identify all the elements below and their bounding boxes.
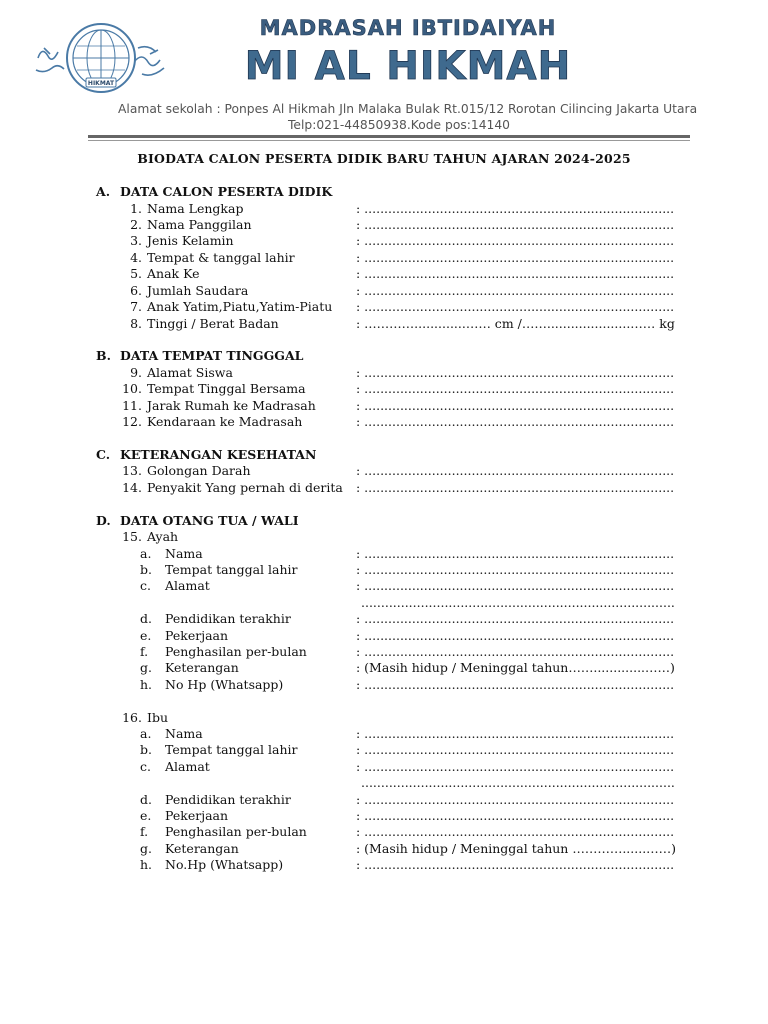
field-blank[interactable]: : .............................................................................. — [356, 562, 675, 577]
field-label: Ayah — [147, 529, 179, 544]
field-blank[interactable]: : (Masih hidup / Meninggal tahun…….............……) — [356, 660, 675, 675]
field-letter: d. — [140, 611, 152, 626]
header-rule-thin — [88, 140, 690, 141]
field-label: Tempat tanggal lahir — [165, 562, 298, 577]
field-label: Nama — [165, 726, 203, 741]
field-blank[interactable]: : .............................................................................. — [356, 677, 675, 692]
field-letter: c. — [140, 759, 151, 774]
field-label: Penghasilan per-bulan — [165, 644, 307, 659]
father-field-row[interactable] — [0, 644, 768, 660]
field-label: Nama Lengkap — [147, 201, 244, 216]
field-row[interactable] — [0, 381, 768, 397]
field-blank[interactable]: : .............................................................................. — [356, 792, 675, 807]
father-field-row[interactable] — [0, 546, 768, 562]
field-row[interactable] — [0, 480, 768, 496]
father-heading — [0, 529, 768, 545]
field-blank[interactable]: : .............................................................................. — [356, 217, 675, 232]
father-address-continuation[interactable] — [0, 595, 768, 611]
field-label: Alamat — [165, 759, 210, 774]
field-number: 14. — [122, 480, 142, 495]
field-label: Anak Ke — [147, 266, 200, 281]
field-label: Keterangan — [165, 660, 239, 675]
school-address: Alamat sekolah : Ponpes Al Hikmah Jln Malaka Bulak Rt.015/12 Rorotan Cilincing Jakarta Utara — [118, 102, 698, 116]
field-number: 10. — [122, 381, 142, 396]
field-blank[interactable]: : (Masih hidup / Meninggal tahun …………......……) — [356, 841, 677, 856]
field-label: Penghasilan per-bulan — [165, 824, 307, 839]
field-blank[interactable]: : ………….............…… cm /…….....................…… kg — [356, 316, 675, 331]
father-field-row[interactable] — [0, 562, 768, 578]
field-label: Kendaraan ke Madrasah — [147, 414, 303, 429]
field-blank[interactable]: : .............................................................................. — [356, 546, 675, 561]
section-number: A. — [96, 184, 111, 199]
field-number: 5. — [130, 266, 142, 281]
field-letter: h. — [140, 677, 153, 692]
section-title: KETERANGAN KESEHATAN — [120, 447, 317, 462]
section-number: B. — [96, 348, 111, 363]
field-letter: f. — [140, 824, 149, 839]
header-rule-thick — [88, 135, 690, 138]
field-letter: d. — [140, 792, 152, 807]
field-blank[interactable]: : .............................................................................. — [356, 414, 675, 429]
field-label: Pendidikan terakhir — [165, 611, 291, 626]
field-label: Jumlah Saudara — [147, 283, 249, 298]
field-number: 12. — [122, 414, 142, 429]
field-label: Keterangan — [165, 841, 239, 856]
field-blank[interactable]: ............................................................................... — [361, 595, 675, 610]
field-blank[interactable]: : .............................................................................. — [356, 759, 675, 774]
field-blank[interactable]: : .............................................................................. — [356, 857, 675, 872]
field-label: Tempat Tinggal Bersama — [147, 381, 306, 396]
mother-field-row[interactable] — [0, 742, 768, 758]
field-row[interactable] — [0, 299, 768, 315]
field-label: No.Hp (Whatsapp) — [165, 857, 284, 872]
field-row[interactable] — [0, 398, 768, 414]
father-field-row[interactable] — [0, 677, 768, 693]
section-a-heading — [0, 184, 768, 200]
field-row[interactable] — [0, 365, 768, 381]
mother-field-row[interactable] — [0, 726, 768, 742]
field-number: 4. — [130, 250, 142, 265]
field-blank[interactable]: ............................................................................... — [361, 775, 675, 790]
field-label: Ibu — [147, 710, 168, 725]
field-label: Alamat Siswa — [147, 365, 233, 380]
section-c-heading — [0, 447, 768, 463]
field-row[interactable] — [0, 316, 768, 332]
field-row[interactable] — [0, 250, 768, 266]
father-field-row[interactable] — [0, 611, 768, 627]
field-label: Pekerjaan — [165, 628, 229, 643]
school-logo-icon — [34, 18, 169, 100]
field-blank[interactable]: : .............................................................................. — [356, 480, 675, 495]
logo-label: HIKMAT — [87, 80, 115, 87]
field-blank[interactable]: : .............................................................................. — [356, 611, 675, 626]
mother-field-row[interactable] — [0, 824, 768, 840]
field-label: Pekerjaan — [165, 808, 229, 823]
field-number: 8. — [130, 316, 142, 331]
field-row[interactable] — [0, 414, 768, 430]
field-blank[interactable]: : .............................................................................. — [356, 644, 675, 659]
mother-field-row[interactable] — [0, 808, 768, 824]
field-blank[interactable]: : .............................................................................. — [356, 808, 675, 823]
mother-field-row[interactable] — [0, 841, 768, 857]
field-blank[interactable]: : .............................................................................. — [356, 283, 675, 298]
mother-heading — [0, 710, 768, 726]
section-d-heading — [0, 513, 768, 529]
field-label: No Hp (Whatsapp) — [165, 677, 284, 692]
field-label: Tempat & tanggal lahir — [147, 250, 295, 265]
field-label: Nama — [165, 546, 203, 561]
field-blank[interactable]: : .............................................................................. — [356, 201, 675, 216]
field-blank[interactable]: : .............................................................................. — [356, 250, 675, 265]
school-type: MADRASAH IBTIDAIYAH — [259, 16, 557, 40]
section-title: DATA OTANG TUA / WALI — [120, 513, 299, 528]
field-blank[interactable]: : .............................................................................. — [356, 628, 675, 643]
field-label: Penyakit Yang pernah di derita — [147, 480, 343, 495]
field-row[interactable] — [0, 233, 768, 249]
field-blank[interactable]: : .............................................................................. — [356, 299, 675, 314]
field-row[interactable] — [0, 266, 768, 282]
section-title: DATA TEMPAT TINGGGAL — [120, 348, 304, 363]
field-number: 11. — [122, 398, 142, 413]
field-blank[interactable]: : .............................................................................. — [356, 381, 675, 396]
field-label: Alamat — [165, 578, 210, 593]
field-number: 13. — [122, 463, 142, 478]
field-blank[interactable]: : .............................................................................. — [356, 463, 675, 478]
section-number: D. — [96, 513, 111, 528]
field-blank[interactable]: : .............................................................................. — [356, 365, 675, 380]
document-title: BIODATA CALON PESERTA DIDIK BARU TAHUN AJARAN 2024-2025 — [137, 151, 631, 166]
field-number: 1. — [130, 201, 142, 216]
field-blank[interactable]: : .............................................................................. — [356, 742, 675, 757]
section-number: C. — [96, 447, 111, 462]
field-letter: g. — [140, 660, 152, 675]
letterhead — [0, 0, 768, 150]
field-letter: e. — [140, 808, 152, 823]
field-number: 16. — [122, 710, 142, 725]
father-field-row[interactable] — [0, 660, 768, 676]
field-label: Tempat tanggal lahir — [165, 742, 298, 757]
field-blank[interactable]: : .............................................................................. — [356, 578, 675, 593]
school-name: MI AL HIKMAH — [244, 44, 572, 89]
school-contact: Telp:021-44850938.Kode pos:14140 — [288, 118, 511, 132]
father-field-row[interactable] — [0, 628, 768, 644]
field-label: Golongan Darah — [147, 463, 251, 478]
field-letter: a. — [140, 726, 152, 741]
field-letter: g. — [140, 841, 152, 856]
field-row[interactable] — [0, 463, 768, 479]
mother-field-row[interactable] — [0, 792, 768, 808]
field-label: Tinggi / Berat Badan — [147, 316, 279, 331]
field-label: Anak Yatim,Piatu,Yatim-Piatu — [147, 299, 333, 314]
section-title: DATA CALON PESERTA DIDIK — [120, 184, 333, 199]
section-b-heading — [0, 348, 768, 364]
field-number: 7. — [130, 299, 142, 314]
mother-address-continuation[interactable] — [0, 775, 768, 791]
mother-field-row[interactable] — [0, 759, 768, 775]
field-letter: b. — [140, 742, 152, 757]
field-label: Jenis Kelamin — [147, 233, 234, 248]
field-letter: e. — [140, 628, 152, 643]
field-number: 6. — [130, 283, 142, 298]
field-label: Nama Panggilan — [147, 217, 252, 232]
field-letter: c. — [140, 578, 151, 593]
field-row[interactable] — [0, 201, 768, 217]
field-blank[interactable]: : .............................................................................. — [356, 726, 675, 741]
field-number: 15. — [122, 529, 142, 544]
field-label: Pendidikan terakhir — [165, 792, 291, 807]
mother-field-row[interactable] — [0, 857, 768, 873]
field-label: Jarak Rumah ke Madrasah — [147, 398, 316, 413]
field-blank[interactable]: : .............................................................................. — [356, 398, 675, 413]
field-letter: f. — [140, 644, 149, 659]
father-field-row[interactable] — [0, 578, 768, 594]
field-blank[interactable]: : .............................................................................. — [356, 266, 675, 281]
field-row[interactable] — [0, 283, 768, 299]
field-blank[interactable]: : .............................................................................. — [356, 233, 675, 248]
field-blank[interactable]: : .............................................................................. — [356, 824, 675, 839]
field-letter: b. — [140, 562, 152, 577]
field-letter: h. — [140, 857, 153, 872]
field-number: 3. — [130, 233, 142, 248]
field-row[interactable] — [0, 217, 768, 233]
field-letter: a. — [140, 546, 152, 561]
field-number: 9. — [130, 365, 142, 380]
field-number: 2. — [130, 217, 142, 232]
